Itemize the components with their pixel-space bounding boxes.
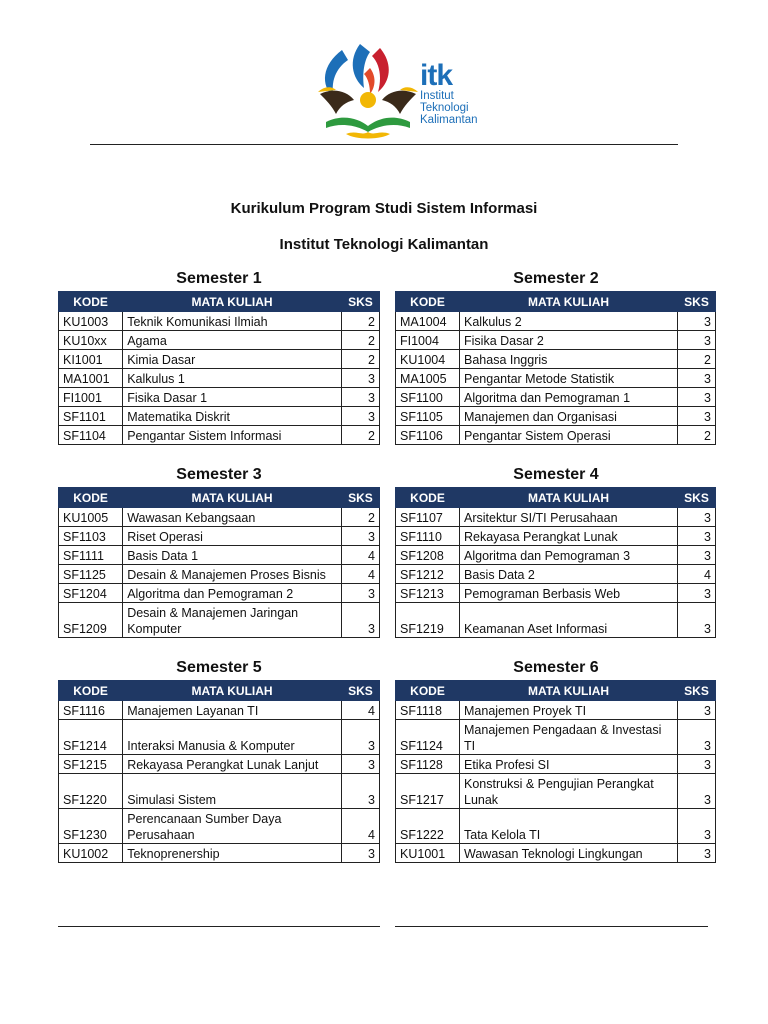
- table-row: [59, 407, 380, 426]
- semester-1-title: Semester 1: [176, 270, 262, 287]
- course-credits: 3: [678, 755, 716, 774]
- course-credits: 3: [678, 809, 716, 844]
- header-mata-kuliah: MATA KULIAH: [460, 681, 678, 701]
- course-name: Kimia Dasar: [123, 350, 342, 369]
- course-code: SF1103: [59, 527, 123, 546]
- course-name: Tata Kelola TI: [460, 809, 678, 844]
- table-row: [59, 844, 380, 863]
- semester-2-table: [395, 291, 716, 445]
- course-credits: 3: [678, 508, 716, 527]
- table-row: [59, 603, 380, 638]
- institution-title: Institut Teknologi Kalimantan: [279, 236, 489, 253]
- course-code: SF1101: [59, 407, 123, 426]
- course-name: Rekayasa Perangkat Lunak Lanjut: [123, 755, 342, 774]
- logo-line-3: Kalimantan: [420, 114, 478, 126]
- course-code: SF1212: [396, 565, 460, 584]
- table-row: [396, 426, 716, 445]
- table-row: [396, 388, 716, 407]
- course-code: SF1111: [59, 546, 123, 565]
- course-name: Pemograman Berbasis Web: [460, 584, 678, 603]
- course-name: Etika Profesi SI: [460, 755, 678, 774]
- course-name: Desain & Manajemen Proses Bisnis: [123, 565, 342, 584]
- course-credits: 3: [341, 755, 379, 774]
- table-row: [396, 546, 716, 565]
- course-credits: 3: [678, 546, 716, 565]
- table-row: [396, 508, 716, 527]
- course-code: SF1222: [396, 809, 460, 844]
- course-name: Fisika Dasar 2: [460, 331, 678, 350]
- table-row: [59, 546, 380, 565]
- course-code: SF1107: [396, 508, 460, 527]
- course-credits: 2: [678, 350, 716, 369]
- course-code: SF1105: [396, 407, 460, 426]
- course-code: SF1215: [59, 755, 123, 774]
- course-credits: 4: [341, 546, 379, 565]
- logo-text: [420, 59, 478, 126]
- course-name: Pengantar Sistem Operasi: [460, 426, 678, 445]
- header-kode: KODE: [396, 292, 460, 312]
- course-credits: 3: [678, 720, 716, 755]
- course-name: Interaksi Manusia & Komputer: [123, 720, 342, 755]
- course-name: Rekayasa Perangkat Lunak: [460, 527, 678, 546]
- course-code: SF1104: [59, 426, 123, 445]
- course-code: MA1001: [59, 369, 123, 388]
- table-row: [396, 527, 716, 546]
- table-row: [396, 369, 716, 388]
- table-row: [59, 584, 380, 603]
- course-code: KU1001: [396, 844, 460, 863]
- course-credits: 3: [678, 331, 716, 350]
- table-row: [396, 407, 716, 426]
- course-credits: 3: [341, 844, 379, 863]
- semester-6-table: [395, 680, 716, 863]
- table-row: [396, 603, 716, 638]
- course-credits: 2: [341, 350, 379, 369]
- table-row: [396, 565, 716, 584]
- header-mata-kuliah: MATA KULIAH: [460, 292, 678, 312]
- course-credits: 3: [341, 369, 379, 388]
- course-code: SF1106: [396, 426, 460, 445]
- course-credits: 3: [678, 844, 716, 863]
- course-credits: 3: [678, 774, 716, 809]
- course-code: SF1214: [59, 720, 123, 755]
- table-row: [396, 755, 716, 774]
- table-row: [59, 720, 380, 755]
- header-sks: SKS: [678, 488, 716, 508]
- table-row: [59, 508, 380, 527]
- table-row: [59, 755, 380, 774]
- logo-line-1: Institut: [420, 90, 454, 102]
- course-code: SF1116: [59, 701, 123, 720]
- course-code: KU1003: [59, 312, 123, 331]
- course-credits: 2: [341, 331, 379, 350]
- table-row: [396, 844, 716, 863]
- course-code: FI1004: [396, 331, 460, 350]
- header-sks: SKS: [341, 292, 379, 312]
- course-credits: 3: [341, 584, 379, 603]
- course-credits: 4: [678, 565, 716, 584]
- header-mata-kuliah: MATA KULIAH: [123, 681, 342, 701]
- header-mata-kuliah: MATA KULIAH: [460, 488, 678, 508]
- course-name: Manajemen dan Organisasi: [460, 407, 678, 426]
- course-code: SF1213: [396, 584, 460, 603]
- course-name: Manajemen Pengadaan & Investasi TI: [460, 720, 678, 755]
- semester-2-title: Semester 2: [513, 270, 599, 287]
- logo-line-2: Teknologi: [420, 102, 469, 114]
- table-row: [396, 774, 716, 809]
- header-sks: SKS: [678, 292, 716, 312]
- course-code: SF1230: [59, 809, 123, 844]
- course-code: SF1124: [396, 720, 460, 755]
- course-name: Manajemen Layanan TI: [123, 701, 342, 720]
- course-credits: 4: [341, 809, 379, 844]
- course-code: KI1001: [59, 350, 123, 369]
- header-kode: KODE: [396, 681, 460, 701]
- course-credits: 3: [678, 388, 716, 407]
- table-row: [396, 701, 716, 720]
- table-row: [59, 331, 380, 350]
- table-row: [59, 426, 380, 445]
- table-row: [59, 565, 380, 584]
- header-mata-kuliah: MATA KULIAH: [123, 488, 342, 508]
- course-credits: 3: [341, 720, 379, 755]
- course-code: MA1005: [396, 369, 460, 388]
- table-row: [59, 350, 380, 369]
- course-name: Kalkulus 1: [123, 369, 342, 388]
- header-sks: SKS: [341, 681, 379, 701]
- semester-4-table: [395, 487, 716, 638]
- course-name: Pengantar Sistem Informasi: [123, 426, 342, 445]
- course-credits: 2: [341, 508, 379, 527]
- signature-line-left: [58, 926, 380, 927]
- semester-1-table: [58, 291, 380, 445]
- course-name: Teknik Komunikasi Ilmiah: [123, 312, 342, 331]
- header-kode: KODE: [59, 292, 123, 312]
- table-row: [396, 720, 716, 755]
- table-row: [396, 350, 716, 369]
- table-row: [396, 584, 716, 603]
- course-credits: 3: [341, 388, 379, 407]
- course-code: KU1004: [396, 350, 460, 369]
- course-code: SF1110: [396, 527, 460, 546]
- semester-5-table: [58, 680, 380, 863]
- course-credits: 3: [341, 774, 379, 809]
- logo-brand: itk: [420, 59, 453, 92]
- course-credits: 3: [678, 701, 716, 720]
- course-code: KU1002: [59, 844, 123, 863]
- course-name: Kalkulus 2: [460, 312, 678, 331]
- course-credits: 3: [678, 603, 716, 638]
- course-name: Manajemen Proyek TI: [460, 701, 678, 720]
- course-name: Teknoprenership: [123, 844, 342, 863]
- table-row: [59, 388, 380, 407]
- course-credits: 3: [678, 584, 716, 603]
- course-credits: 2: [341, 426, 379, 445]
- course-code: SF1209: [59, 603, 123, 638]
- course-code: SF1217: [396, 774, 460, 809]
- course-name: Bahasa Inggris: [460, 350, 678, 369]
- course-name: Wawasan Kebangsaan: [123, 508, 342, 527]
- header-kode: KODE: [59, 681, 123, 701]
- table-row: [396, 331, 716, 350]
- course-code: SF1100: [396, 388, 460, 407]
- course-credits: 3: [341, 407, 379, 426]
- course-code: FI1001: [59, 388, 123, 407]
- course-credits: 2: [678, 426, 716, 445]
- table-row: [59, 527, 380, 546]
- course-code: SF1208: [396, 546, 460, 565]
- course-name: Riset Operasi: [123, 527, 342, 546]
- course-credits: 3: [341, 603, 379, 638]
- course-name: Agama: [123, 331, 342, 350]
- course-credits: 3: [341, 527, 379, 546]
- course-name: Algoritma dan Pemograman 2: [123, 584, 342, 603]
- table-row: [59, 312, 380, 331]
- table-row: [59, 701, 380, 720]
- header-divider: [90, 144, 678, 145]
- semester-3-title: Semester 3: [176, 466, 262, 483]
- course-code: SF1128: [396, 755, 460, 774]
- course-name: Matematika Diskrit: [123, 407, 342, 426]
- header-kode: KODE: [59, 488, 123, 508]
- signature-line-right: [395, 926, 708, 927]
- course-name: Basis Data 1: [123, 546, 342, 565]
- course-name: Basis Data 2: [460, 565, 678, 584]
- course-name: Wawasan Teknologi Lingkungan: [460, 844, 678, 863]
- course-name: Arsitektur SI/TI Perusahaan: [460, 508, 678, 527]
- header-sks: SKS: [341, 488, 379, 508]
- course-name: Simulasi Sistem: [123, 774, 342, 809]
- course-code: SF1125: [59, 565, 123, 584]
- course-credits: 3: [678, 369, 716, 388]
- course-code: SF1219: [396, 603, 460, 638]
- course-credits: 3: [678, 527, 716, 546]
- course-credits: 3: [678, 312, 716, 331]
- table-row: [59, 809, 380, 844]
- course-credits: 2: [341, 312, 379, 331]
- course-code: SF1220: [59, 774, 123, 809]
- course-name: Perencanaan Sumber Daya Perusahaan: [123, 809, 342, 844]
- course-name: Keamanan Aset Informasi: [460, 603, 678, 638]
- course-credits: 4: [341, 565, 379, 584]
- course-code: SF1204: [59, 584, 123, 603]
- document-title: Kurikulum Program Studi Sistem Informasi: [230, 200, 538, 217]
- header-mata-kuliah: MATA KULIAH: [123, 292, 342, 312]
- course-code: SF1118: [396, 701, 460, 720]
- course-credits: 3: [678, 407, 716, 426]
- course-code: KU10xx: [59, 331, 123, 350]
- table-row: [396, 809, 716, 844]
- course-code: MA1004: [396, 312, 460, 331]
- table-row: [59, 774, 380, 809]
- header-kode: KODE: [396, 488, 460, 508]
- course-name: Konstruksi & Pengujian Perangkat Lunak: [460, 774, 678, 809]
- table-row: [396, 312, 716, 331]
- course-name: Pengantar Metode Statistik: [460, 369, 678, 388]
- course-credits: 4: [341, 701, 379, 720]
- course-name: Fisika Dasar 1: [123, 388, 342, 407]
- semester-4-title: Semester 4: [513, 466, 599, 483]
- table-row: [59, 369, 380, 388]
- course-name: Algoritma dan Pemograman 3: [460, 546, 678, 565]
- course-code: KU1005: [59, 508, 123, 527]
- course-name: Desain & Manajemen Jaringan Komputer: [123, 603, 342, 638]
- course-name: Algoritma dan Pemograman 1: [460, 388, 678, 407]
- semester-6-title: Semester 6: [513, 659, 599, 676]
- header-sks: SKS: [678, 681, 716, 701]
- semester-3-table: [58, 487, 380, 638]
- semester-5-title: Semester 5: [176, 659, 262, 676]
